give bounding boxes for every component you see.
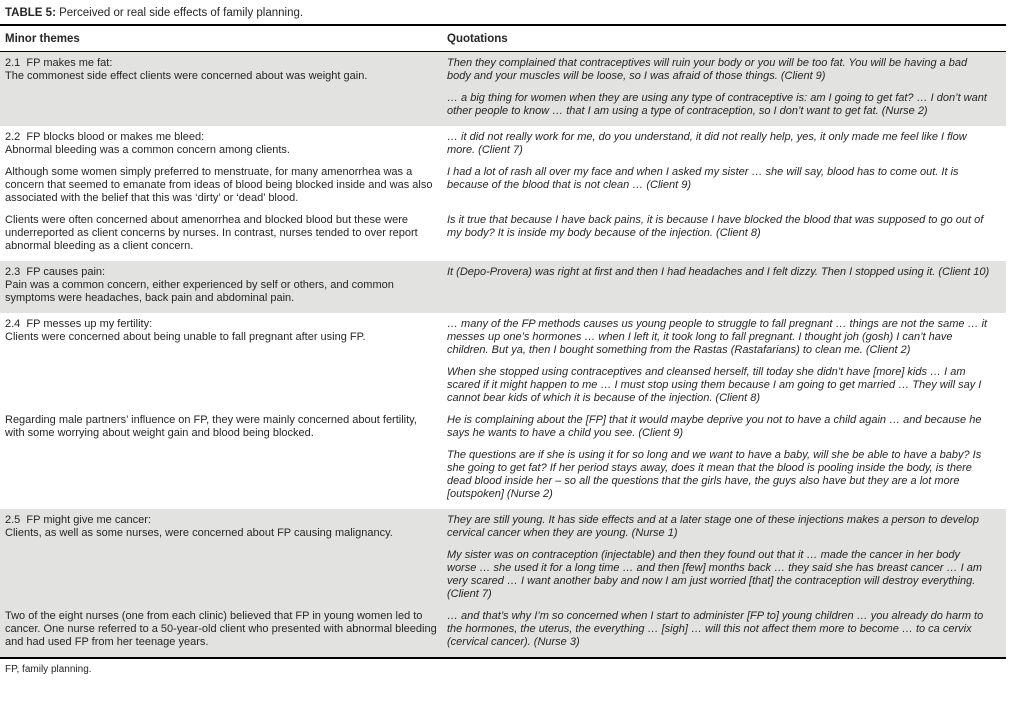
quotation-cell xyxy=(447,131,1006,157)
theme-heading: 2.1 FP makes me fat: xyxy=(5,57,113,69)
quotation: … a big thing for women when they are using any type of contraceptive is: am I going to get fat? … I don’t want other people to know … that I am using a type of contraception, so I don’t want to get fat. (Nurse 2) xyxy=(447,92,987,117)
theme-heading: 2.3 FP causes pain: xyxy=(5,266,106,278)
theme-text: Clients were often concerned about amenorrhea and blocked blood but these were underreported as client concerns by nurses. In contrast, nurses tended to over report abnormal bleeding as a client concern. xyxy=(5,214,418,252)
quotation: They are still young. It has side effects and at a later stage one of these injections makes a person to develop cervical cancer when they are young. (Nurse 1) xyxy=(447,514,979,539)
table-row xyxy=(0,414,1006,501)
column-header-minor-themes: Minor themes xyxy=(5,33,80,45)
quotation: I had a lot of rash all over my face and when I asked my sister … she will say, blood has to come out. It is because of the blood that is not clean … (Client 9) xyxy=(447,166,959,191)
theme-text: Regarding male partners’ influence on FP, they were mainly concerned about fertility, with some worrying about weight gain and blood being blocked. xyxy=(5,414,417,439)
column-header-quotations: Quotations xyxy=(447,33,508,45)
table-header-row xyxy=(0,26,1006,52)
theme-text: The commonest side effect clients were concerned about was weight gain. xyxy=(5,70,368,82)
table-row xyxy=(0,610,1006,649)
quotation-cell xyxy=(447,610,1006,649)
theme-text: Pain was a common concern, either experienced by self or others, and common symptoms were headaches, back pain and abdominal pain. xyxy=(5,279,394,304)
quotation-cell xyxy=(447,166,1006,205)
table-row xyxy=(0,214,1006,253)
theme-text: Although some women simply preferred to menstruate, for many amenorrhea was a concern that seemed to emanate from ideas of blood being blocked inside and was also associated with the belief that this was ‘dirty’ or ‘dead’ blood. xyxy=(5,166,433,204)
quotation-cell xyxy=(447,266,1006,305)
quotation: It (Depo-Provera) was right at first and then I had headaches and I felt dizzy. Then I stopped using it. (Client 10) xyxy=(447,266,990,278)
table-title xyxy=(0,6,1006,24)
theme-text: Abnormal bleeding was a common concern among clients. xyxy=(5,144,290,156)
table-row xyxy=(0,266,1006,305)
theme-heading: 2.5 FP might give me cancer: xyxy=(5,514,151,526)
quotation: … many of the FP methods causes us young people to struggle to fall pregnant … things are not the same … it messes up one’s hormones … when I left it, it took long to fall pregnant. I thought joh (gosh) I can’t have children. But ya, then I bought something from the Rastas (Rastafarians) to clean me. (Client 2) xyxy=(447,318,988,356)
theme-cell xyxy=(0,131,447,157)
theme-cell xyxy=(0,318,447,405)
table-band-2-5 xyxy=(0,509,1006,657)
theme-cell xyxy=(0,57,447,118)
table-band-2-4 xyxy=(0,313,1006,509)
theme-cell xyxy=(0,166,447,205)
table-band-2-3 xyxy=(0,261,1006,313)
theme-cell xyxy=(0,514,447,601)
theme-cell xyxy=(0,414,447,501)
quotation: … it did not really work for me, do you understand, it did not really help, yes, it only made me feel like I flow more. (Client 7) xyxy=(447,131,967,156)
quotation: My sister was on contraception (injectable) and then they found out that it … made the cancer in her body worse … she used it for a long time … and then [few] months back … they said she has breast cancer … I am very scared … I want another baby and now I am just worried [that] the contraception will destroy everything. (Client 7) xyxy=(447,549,982,600)
quotation: Then they complained that contraceptives will ruin your body or you will be too fat. You will be having a bad body and your muscles will be loose, so I was afraid of those things. (Client 9) xyxy=(447,57,968,82)
table-band-2-1 xyxy=(0,52,1006,126)
table-row xyxy=(0,514,1006,601)
table-row xyxy=(0,166,1006,205)
quotation: He is complaining about the [FP] that it would maybe deprive you not to have a child again … and because he says he wants to have a child you see. (Client 9) xyxy=(447,414,982,439)
theme-heading: 2.2 FP blocks blood or makes me bleed: xyxy=(5,131,205,143)
theme-text: Two of the eight nurses (one from each clinic) believed that FP in young women led to cancer. One nurse referred to a 50-year-old client who presented with abnormal bleeding and had used FP from her teenage years. xyxy=(5,610,437,648)
quotation-cell xyxy=(447,514,1006,601)
quotation: When she stopped using contraceptives and cleansed herself, till today she didn’t have [more] kids … I am scared if it might happen to me … I must stop using them because I am going to get married … They will say I cannot bear kids of which it is because of the injection. (Client 8) xyxy=(447,366,982,404)
theme-heading: 2.4 FP messes up my fertility: xyxy=(5,318,153,330)
quotation: … and that’s why I’m so concerned when I start to administer [FP to] young children … you already do harm to the hormones, the uterus, the everything … [sigh] … will this not affect them more to become … to ca cervix (cervical cancer). (Nurse 3) xyxy=(447,610,984,648)
quotation-cell xyxy=(447,214,1006,253)
footnote: FP, family planning. xyxy=(5,664,92,675)
table-row xyxy=(0,318,1006,405)
table-title-label: TABLE 5: xyxy=(5,7,56,19)
table-row xyxy=(0,57,1006,118)
theme-cell xyxy=(0,266,447,305)
table-row xyxy=(0,131,1006,157)
quotation-cell xyxy=(447,414,1006,501)
table-title-text: Perceived or real side effects of family planning. xyxy=(59,7,304,19)
table-5 xyxy=(0,6,1006,676)
theme-cell xyxy=(0,610,447,649)
table-band-2-2 xyxy=(0,126,1006,261)
quotation: Is it true that because I have back pains, it is because I have blocked the blood that was supposed to go out of my body? It is inside my body because of the injection. (Client 8) xyxy=(447,214,984,239)
quotation: The questions are if she is using it for so long and we want to have a baby, will she be able to have a baby? Is she going to get fat? If her period stays away, does it mean that the blood is pooling inside the body, is there dead blood inside her – so all the questions that the girls have, the guys also have but they are a lot more [outspoken] (Nurse 2) xyxy=(447,449,982,500)
theme-text: Clients were concerned about being unable to fall pregnant after using FP. xyxy=(5,331,366,343)
theme-cell xyxy=(0,214,447,253)
quotation-cell xyxy=(447,57,1006,118)
quotation-cell xyxy=(447,318,1006,405)
theme-text: Clients, as well as some nurses, were concerned about FP causing malignancy. xyxy=(5,527,393,539)
